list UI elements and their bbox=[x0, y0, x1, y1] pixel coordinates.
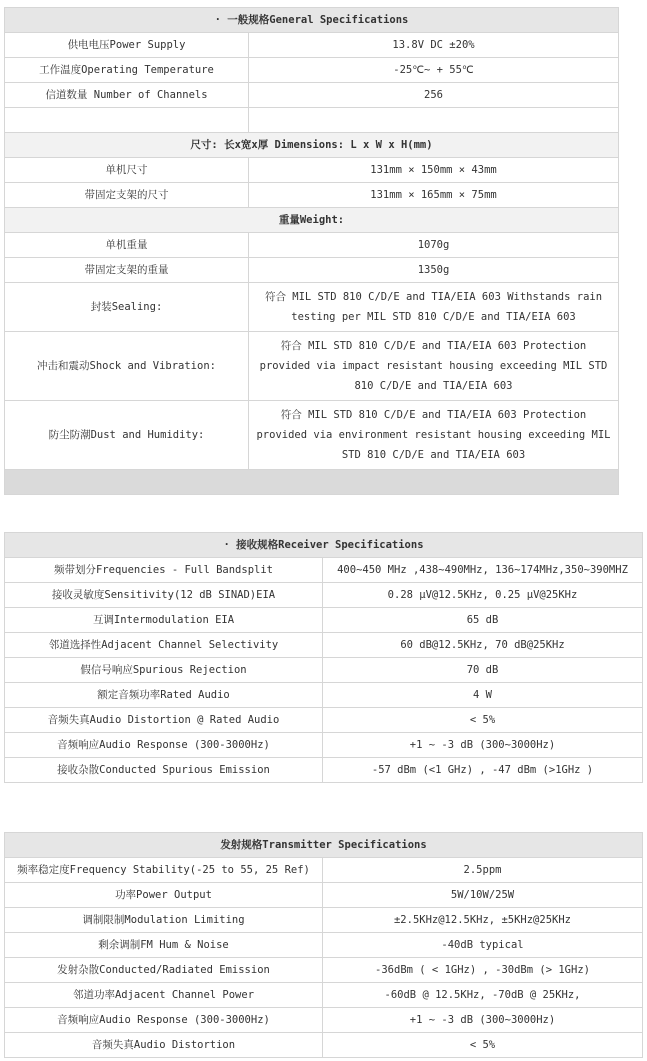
table-row bbox=[5, 558, 643, 583]
table-footer-bar bbox=[5, 470, 619, 495]
table-row bbox=[5, 283, 619, 332]
spec-value: 131mm × 165mm × 75mm bbox=[249, 183, 619, 208]
spec-label: 额定音频功率Rated Audio bbox=[5, 683, 323, 708]
spec-value: +1 ~ -3 dB (300~3000Hz) bbox=[323, 733, 643, 758]
spec-label: 工作温度Operating Temperature bbox=[5, 58, 249, 83]
table-row bbox=[5, 83, 619, 108]
spec-label: 冲击和震动Shock and Vibration: bbox=[5, 332, 249, 401]
spec-value: 60 dB@12.5KHz, 70 dB@25KHz bbox=[323, 633, 643, 658]
spec-label: 音频失真Audio Distortion @ Rated Audio bbox=[5, 708, 323, 733]
spec-label: 发射杂散Conducted/Radiated Emission bbox=[5, 958, 323, 983]
spec-label: 信道数量 Number of Channels bbox=[5, 83, 249, 108]
spec-label: 带固定支架的尺寸 bbox=[5, 183, 249, 208]
spec-label: 带固定支架的重量 bbox=[5, 258, 249, 283]
table-row bbox=[5, 33, 619, 58]
spec-value: 符合 MIL STD 810 C/D/E and TIA/EIA 603 Protection provided via environment resistant housing exceeding MIL STD 810 C/D/E and TIA/EIA 603 bbox=[249, 401, 619, 470]
general-spec-table bbox=[4, 7, 619, 495]
general-spec-title: · 一般规格General Specifications bbox=[5, 8, 619, 33]
spec-value: 1070g bbox=[249, 233, 619, 258]
transmitter-spec-table bbox=[4, 832, 643, 1058]
spec-label: 假信号响应Spurious Rejection bbox=[5, 658, 323, 683]
spec-value: +1 ~ -3 dB (300~3000Hz) bbox=[323, 1008, 643, 1033]
spec-value: ±2.5KHz@12.5KHz, ±5KHz@25KHz bbox=[323, 908, 643, 933]
spec-label: 单机重量 bbox=[5, 233, 249, 258]
spec-value: 1350g bbox=[249, 258, 619, 283]
spec-value: 2.5ppm bbox=[323, 858, 643, 883]
spec-value: 0.28 μV@12.5KHz, 0.25 μV@25KHz bbox=[323, 583, 643, 608]
spec-value: -60dB @ 12.5KHz, -70dB @ 25KHz, bbox=[323, 983, 643, 1008]
empty-row bbox=[5, 108, 619, 133]
table-row bbox=[5, 633, 643, 658]
table-row bbox=[5, 583, 643, 608]
table-row bbox=[5, 608, 643, 633]
empty-cell bbox=[249, 108, 619, 133]
spec-value: 13.8V DC ±20% bbox=[249, 33, 619, 58]
table-row bbox=[5, 858, 643, 883]
spec-value: -40dB typical bbox=[323, 933, 643, 958]
spec-label: 剩余调制FM Hum & Noise bbox=[5, 933, 323, 958]
spec-value: 256 bbox=[249, 83, 619, 108]
spec-value: 4 W bbox=[323, 683, 643, 708]
table-row bbox=[5, 733, 643, 758]
spec-value: 131mm × 150mm × 43mm bbox=[249, 158, 619, 183]
receiver-spec-title: · 接收规格Receiver Specifications bbox=[5, 533, 643, 558]
spec-value: < 5% bbox=[323, 708, 643, 733]
table-row bbox=[5, 1008, 643, 1033]
table-row bbox=[5, 401, 619, 470]
table-row bbox=[5, 332, 619, 401]
spec-value: -36dBm ( < 1GHz) , -30dBm (> 1GHz) bbox=[323, 958, 643, 983]
spec-value: 符合 MIL STD 810 C/D/E and TIA/EIA 603 Withstands rain testing per MIL STD 810 C/D/E and TIA/EIA 603 bbox=[249, 283, 619, 332]
spec-label: 音频响应Audio Response (300-3000Hz) bbox=[5, 733, 323, 758]
spec-label: 单机尺寸 bbox=[5, 158, 249, 183]
spec-value: -25℃~ + 55℃ bbox=[249, 58, 619, 83]
spec-value: -57 dBm (<1 GHz) , -47 dBm (>1GHz ) bbox=[323, 758, 643, 783]
spec-label: 频带划分Frequencies - Full Bandsplit bbox=[5, 558, 323, 583]
spec-label: 功率Power Output bbox=[5, 883, 323, 908]
table-row bbox=[5, 233, 619, 258]
spec-label: 音频失真Audio Distortion bbox=[5, 1033, 323, 1058]
table-row bbox=[5, 58, 619, 83]
spec-label: 封装Sealing: bbox=[5, 283, 249, 332]
table-row bbox=[5, 958, 643, 983]
empty-cell bbox=[5, 108, 249, 133]
table-row bbox=[5, 883, 643, 908]
spec-value: 70 dB bbox=[323, 658, 643, 683]
spec-label: 邻道功率Adjacent Channel Power bbox=[5, 983, 323, 1008]
table-row bbox=[5, 683, 643, 708]
transmitter-spec-title: 发射规格Transmitter Specifications bbox=[5, 833, 643, 858]
weight-heading: 重量Weight: bbox=[5, 208, 619, 233]
spec-label: 音频响应Audio Response (300-3000Hz) bbox=[5, 1008, 323, 1033]
spec-value: 65 dB bbox=[323, 608, 643, 633]
table-row bbox=[5, 758, 643, 783]
spec-label: 接收灵敏度Sensitivity(12 dB SINAD)EIA bbox=[5, 583, 323, 608]
table-row bbox=[5, 983, 643, 1008]
spec-label: 接收杂散Conducted Spurious Emission bbox=[5, 758, 323, 783]
spec-value: 400~450 MHz ,438~490MHz, 136~174MHz,350~390MHZ bbox=[323, 558, 643, 583]
spec-value: < 5% bbox=[323, 1033, 643, 1058]
table-row bbox=[5, 158, 619, 183]
table-row bbox=[5, 933, 643, 958]
spec-value: 5W/10W/25W bbox=[323, 883, 643, 908]
receiver-spec-table bbox=[4, 532, 643, 783]
spec-label: 供电电压Power Supply bbox=[5, 33, 249, 58]
dimensions-heading: 尺寸: 长x宽x厚 Dimensions: L x W x H(mm) bbox=[5, 133, 619, 158]
spec-label: 防尘防潮Dust and Humidity: bbox=[5, 401, 249, 470]
spec-label: 邻道选择性Adjacent Channel Selectivity bbox=[5, 633, 323, 658]
spec-label: 频率稳定度Frequency Stability(-25 to 55, 25 Ref) bbox=[5, 858, 323, 883]
spec-label: 互调Intermodulation EIA bbox=[5, 608, 323, 633]
table-row bbox=[5, 908, 643, 933]
table-row bbox=[5, 183, 619, 208]
table-row bbox=[5, 1033, 643, 1058]
table-row bbox=[5, 708, 643, 733]
table-row bbox=[5, 658, 643, 683]
spec-label: 调制限制Modulation Limiting bbox=[5, 908, 323, 933]
table-row bbox=[5, 258, 619, 283]
spec-value: 符合 MIL STD 810 C/D/E and TIA/EIA 603 Protection provided via impact resistant housing exceeding MIL STD 810 C/D/E and TIA/EIA 603 bbox=[249, 332, 619, 401]
